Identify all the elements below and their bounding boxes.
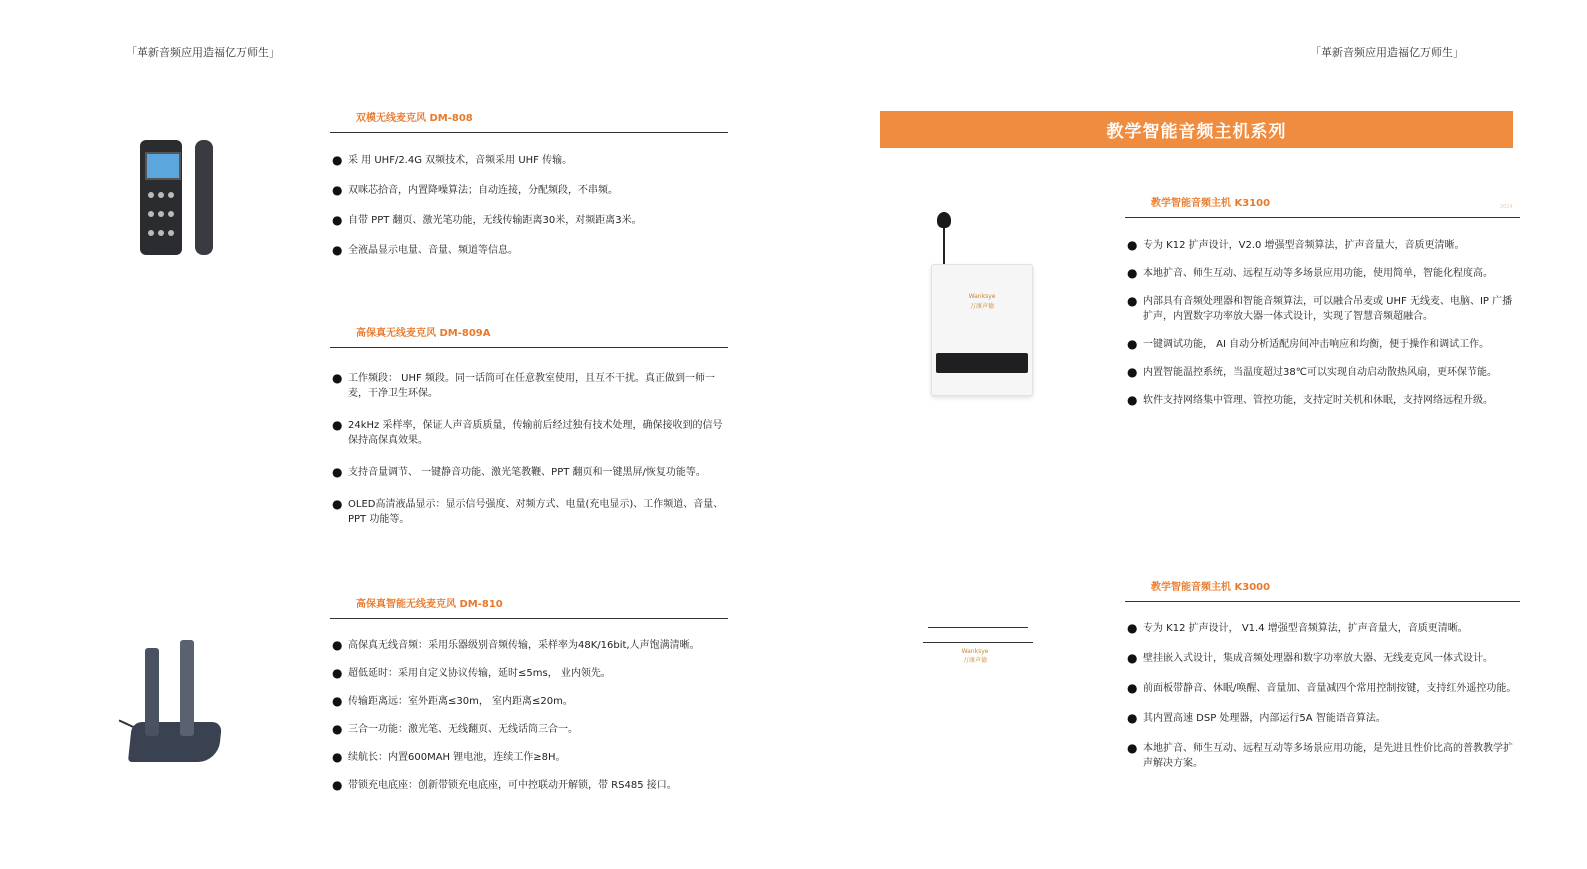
brand-logo-en: Wanksye	[968, 293, 996, 300]
list-item: ● 内部具有音频处理器和智能音频算法，可以融合吊麦或 UHF 无线麦、电脑、IP 广播扩声，内置数字功率放大器一体式设计，实现了智慧音频超融合。	[1125, 294, 1520, 324]
section-title: 双模无线麦克风 DM-808	[356, 113, 473, 124]
section-divider	[1125, 601, 1520, 602]
section-title: 教学智能音频主机 K3100	[1151, 198, 1271, 209]
section-k3100	[1125, 196, 1520, 408]
mic-head	[937, 212, 951, 228]
product-image-k3100	[925, 212, 1040, 402]
list-item: ● 超低延时：采用自定义协议传输，延时≤5ms， 业内领先。	[330, 666, 728, 681]
section-dm808	[330, 111, 728, 258]
feature-list	[1125, 238, 1520, 408]
list-item: ● 采 用 UHF/2.4G 双频技术，音频采用 UHF 传输。	[330, 153, 728, 168]
list-item: ● 高保真无线音频：采用乐器级别音频传输，采样率为48K/16bit,人声饱满清晰。	[330, 638, 728, 653]
list-item: ● 本地扩音、师生互动、远程互动等多场景应用功能，使用简单，智能化程度高。	[1125, 266, 1520, 281]
list-item: ● 内置智能温控系统，当温度超过38℃可以实现自动启动散热风扇，更环保节能。	[1125, 365, 1520, 380]
list-item: ● 自带 PPT 翻页、激光笔功能，无线传输距离30米，对频距离3米。	[330, 213, 728, 228]
feature-list	[330, 153, 728, 258]
feature-list	[330, 371, 728, 527]
product-image-dm808	[140, 140, 220, 258]
handheld-mic-left	[145, 648, 159, 736]
tiny-mark: 2024	[1500, 204, 1513, 210]
product-image-dm810	[118, 640, 228, 770]
list-item: ● 其内置高速 DSP 处理器，内部运行5A 智能语音算法。	[1125, 711, 1520, 726]
section-divider	[330, 132, 728, 133]
feature-list	[1125, 621, 1520, 771]
button-grid	[146, 185, 176, 242]
section-divider	[1125, 217, 1520, 218]
section-k3000	[1125, 580, 1520, 771]
list-item: ● 全液晶显示电量、音量、频道等信息。	[330, 243, 728, 258]
list-item: ● OLED高清液晶显示：显示信号强度、对频方式、电量(充电显示)、工作频道、音量、PPT 功能等。	[330, 497, 728, 527]
tagline-right: 「革新音频应用造福亿万师生」	[1310, 46, 1464, 59]
list-item: ● 三合一功能：激光笔、无线翻页、无线话筒三合一。	[330, 722, 728, 737]
section-title: 高保真无线麦克风 DM-809A	[356, 328, 491, 339]
list-item: ● 支持音量调节、 一键静音功能、激光笔教鞭、PPT 翻页和一键黑屏/恢复功能等。	[330, 465, 728, 480]
list-item: ● 软件支持网络集中管理、管控功能，支持定时关机和休眠，支持网络远程升级。	[1125, 393, 1520, 408]
tagline-left: 「革新音频应用造福亿万师生」	[126, 46, 280, 59]
section-divider	[330, 347, 728, 348]
list-item: ● 专为 K12 扩声设计， V1.4 增强型音频算法，扩声音量大，音质更清晰。	[1125, 621, 1520, 636]
k3000-image-top-line	[928, 627, 1028, 628]
list-item: ● 一键调试功能， AI 自动分析适配房间冲击响应和均衡，便于操作和调试工作。	[1125, 337, 1520, 352]
recorder-side-view	[195, 140, 213, 255]
feature-list	[330, 638, 728, 793]
handheld-mic-right	[180, 640, 194, 736]
lcd-screen	[145, 152, 181, 180]
list-item: ● 前面板带静音、休眠/唤醒、音量加、音量减四个常用控制按键，支持红外遥控功能。	[1125, 681, 1520, 696]
brand-logo-en: Wanksye	[961, 648, 989, 655]
brand-logo-cn: 万康声德	[962, 657, 987, 664]
list-item: ● 传输距离远：室外距离≤30m， 室内距离≤20m。	[330, 694, 728, 709]
list-item: ● 专为 K12 扩声设计，V2.0 增强型音频算法，扩声音量大，音质更清晰。	[1125, 238, 1520, 253]
product-image-k3000	[940, 648, 1010, 664]
list-item: ● 带锁充电底座：创新带锁充电底座，可中控联动开解锁，带 RS485 接口。	[330, 778, 728, 793]
section-title: 教学智能音频主机 K3000	[1151, 582, 1271, 593]
list-item: ● 工作频段： UHF 频段。同一话筒可在任意教室使用，且互不干扰。真正做到一师一麦，干净卫生环保。	[330, 371, 728, 401]
section-title: 高保真智能无线麦克风 DM-810	[356, 599, 503, 610]
k3000-image-bottom-line	[923, 642, 1033, 643]
section-dm810	[330, 597, 728, 793]
section-divider	[330, 618, 728, 619]
control-panel	[936, 353, 1028, 373]
page-title: 教学智能音频主机系列	[880, 111, 1513, 148]
host-unit	[931, 264, 1033, 396]
recorder-body	[140, 140, 182, 255]
list-item: ● 24kHz 采样率，保证人声音质质量，传输前后经过独有技术处理，确保接收到的信号保持高保真效果。	[330, 418, 728, 448]
list-item: ● 双咪芯拾音，内置降噪算法；自动连接，分配频段，不串频。	[330, 183, 728, 198]
list-item: ● 续航长：内置600MAH 锂电池，连续工作≥8H。	[330, 750, 728, 765]
brand-logo-cn: 万康声德	[969, 303, 994, 310]
list-item: ● 本地扩音、师生互动、远程互动等多场景应用功能，是先进且性价比高的普教教学扩声解决方案。	[1125, 741, 1520, 771]
charging-dock	[128, 722, 222, 762]
list-item: ● 壁挂嵌入式设计，集成音频处理器和数字功率放大器、无线麦克风一体式设计。	[1125, 651, 1520, 666]
section-dm809a	[330, 326, 728, 527]
